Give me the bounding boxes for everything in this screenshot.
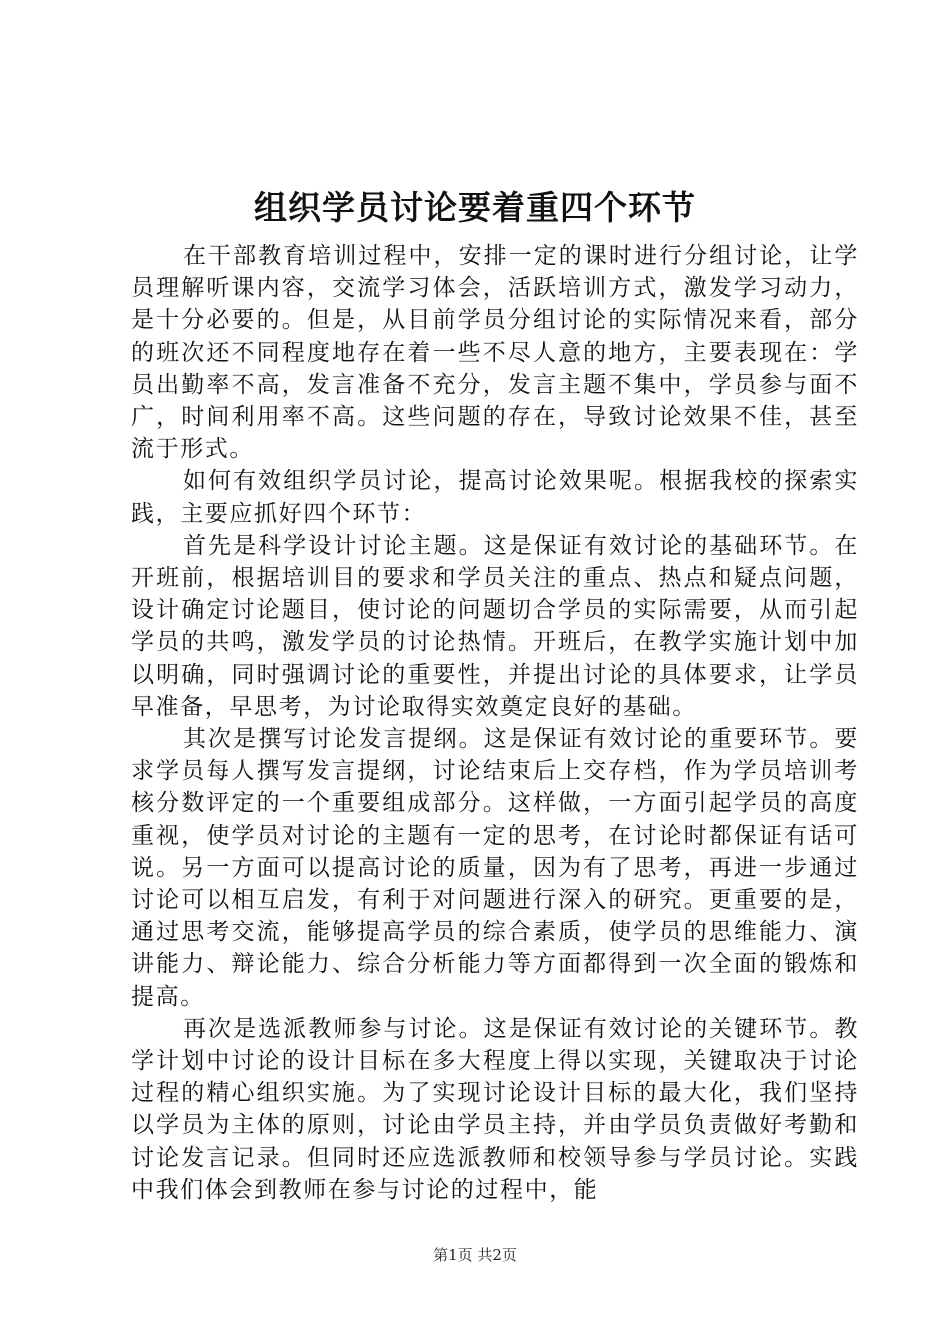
- paragraph-second-step: 其次是撰写讨论发言提纲。这是保证有效讨论的重要环节。要求学员每人撰写发言提纲，讨论结束后上交存档，作为学员培训考核分数评定的一个重要组成部分。这样做，一方面引起学员的高度重视，使学员对讨论的主题有一定的思考，在讨论时都保证有话可说。另一方面可以提高讨论的质量，因为有了思考，再进一步通过讨论可以相互启发，有利于对问题进行深入的研究。更重要的是，通过思考交流，能够提高学员的综合素质，使学员的思维能力、演讲能力、辩论能力、综合分析能力等方面都得到一次全面的锻炼和提高。: [131, 726, 859, 1010]
- paragraph-third-step: 再次是选派教师参与讨论。这是保证有效讨论的关键环节。教学计划中讨论的设计目标在多大程度上得以实现，关键取决于讨论过程的精心组织实施。为了实现讨论设计目标的最大化，我们坚持以学员为主体的原则，讨论由学员主持，并由学员负责做好考勤和讨论发言记录。但同时还应选派教师和校领导参与学员讨论。实践中我们体会到教师在参与讨论的过程中，能: [131, 1015, 859, 1203]
- article-body: [131, 240, 859, 1206]
- paragraph-question: 如何有效组织学员讨论，提高讨论效果呢。根据我校的探索实践，主要应抓好四个环节：: [131, 468, 859, 527]
- paragraph-intro: 在干部教育培训过程中，安排一定的课时进行分组讨论，让学员理解听课内容，交流学习体会，活跃培训方式，激发学习动力，是十分必要的。但是，从目前学员分组讨论的实际情况来看，部分的班次还不同程度地存在着一些不尽人意的地方，主要表现在：学员出勤率不高，发言准备不充分，发言主题不集中，学员参与面不广，时间利用率不高。这些问题的存在，导致讨论效果不佳，甚至流于形式。: [131, 243, 859, 463]
- paragraph-first-step: 首先是科学设计讨论主题。这是保证有效讨论的基础环节。在开班前，根据培训目的要求和学员关注的重点、热点和疑点问题，设计确定讨论题目，使讨论的问题切合学员的实际需要，从而引起学员的共鸣，激发学员的讨论热情。开班后，在教学实施计划中加以明确，同时强调讨论的重要性，并提出讨论的具体要求，让学员早准备，早思考，为讨论取得实效奠定良好的基础。: [131, 532, 859, 720]
- page-title: 组织学员讨论要着重四个环节: [254, 188, 696, 227]
- page-number-footer: 第1页 共2页: [433, 1246, 517, 1264]
